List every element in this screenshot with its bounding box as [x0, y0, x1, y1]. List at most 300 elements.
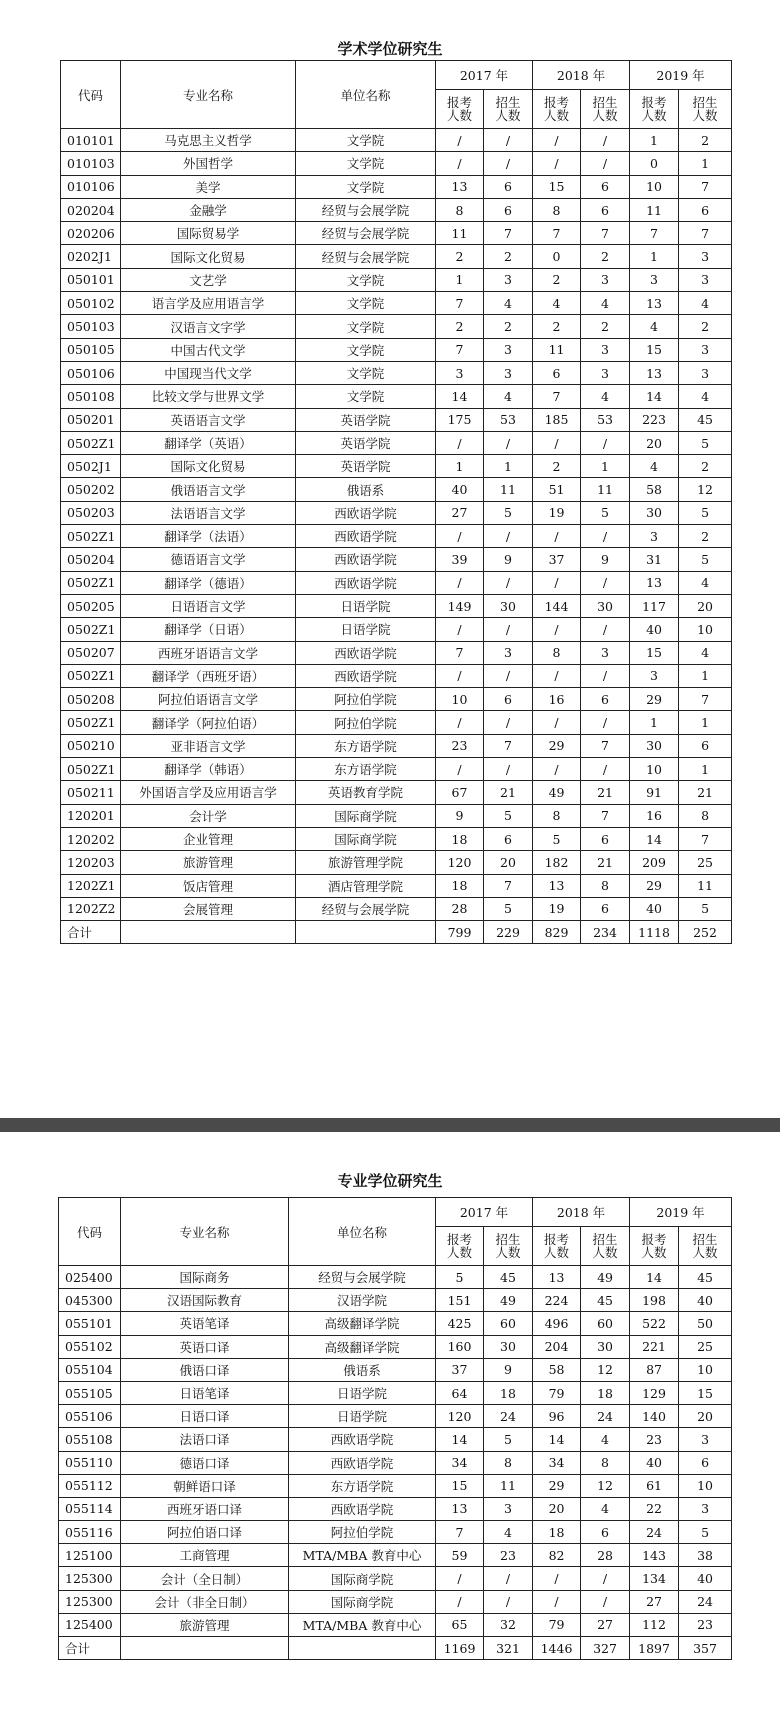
header-apply-text: 报考 人数	[544, 1232, 570, 1260]
cell-2018-admit: /	[581, 1590, 630, 1613]
table-row	[61, 175, 732, 198]
cell-unit: 文学院	[296, 292, 436, 315]
cell-2019-apply: 15	[630, 641, 679, 664]
cell-2019-admit: 2	[679, 129, 732, 152]
cell-unit: 国际商学院	[296, 804, 436, 827]
cell-2017-apply: 64	[436, 1381, 484, 1404]
cell-2017-apply: /	[436, 758, 484, 781]
cell-code: 125100	[59, 1544, 121, 1567]
table-row	[59, 1312, 732, 1335]
cell-2019-admit: 7	[679, 827, 732, 850]
cell-2017-admit: /	[484, 664, 533, 687]
cell-2018-admit: /	[581, 758, 630, 781]
cell-major: 中国古代文学	[121, 338, 296, 361]
cell-2018-apply: 496	[533, 1312, 581, 1335]
table-row	[61, 292, 732, 315]
cell-code: 120202	[61, 827, 121, 850]
table-row	[61, 152, 732, 175]
cell-code: 055102	[59, 1335, 121, 1358]
cell-unit: 西欧语学院	[296, 501, 436, 524]
cell-code: 010103	[61, 152, 121, 175]
cell-2019-apply: 3	[630, 268, 679, 291]
cell-2017-apply: 18	[436, 827, 484, 850]
cell-2018-apply: 29	[533, 1474, 581, 1497]
cell-2017-admit: 1	[484, 455, 533, 478]
cell-2019-admit: 45	[679, 408, 732, 431]
cell-2018-admit: 7	[581, 222, 630, 245]
cell-2018-apply: 6	[533, 361, 581, 384]
cell-major: 翻译学（阿拉伯语）	[121, 711, 296, 734]
cell-major: 外国语言学及应用语言学	[121, 781, 296, 804]
table-row	[61, 361, 732, 384]
academic-title: 学术学位研究生	[337, 40, 443, 58]
cell-2017-apply: /	[436, 618, 484, 641]
cell-unit: 西欧语学院	[296, 571, 436, 594]
cell-2018-apply: /	[533, 571, 581, 594]
header-admit-2019	[679, 1227, 732, 1266]
cell-2017-apply: 3	[436, 361, 484, 384]
header-major: 专业名称	[121, 61, 296, 129]
cell-unit: 旅游管理学院	[296, 851, 436, 874]
cell-2017-admit: /	[484, 1590, 533, 1613]
cell-2018-admit: /	[581, 431, 630, 454]
cell-2019-admit: 8	[679, 804, 732, 827]
cell-2018-apply: 11	[533, 338, 581, 361]
cell-unit: 日语学院	[289, 1405, 436, 1428]
cell-major: 俄语口译	[121, 1358, 289, 1381]
table-row	[59, 1266, 732, 1289]
cell-2019-apply: 3	[630, 525, 679, 548]
table-row	[59, 1474, 732, 1497]
cell-2019-admit: 20	[679, 1405, 732, 1428]
cell-2018-apply: 37	[533, 548, 581, 571]
cell-2018-apply: 19	[533, 897, 581, 920]
cell-unit: 东方语学院	[289, 1474, 436, 1497]
cell-2017-admit: /	[484, 758, 533, 781]
cell-unit: 俄语系	[289, 1358, 436, 1381]
table-row	[59, 1497, 732, 1520]
cell-2019-apply: 87	[630, 1358, 679, 1381]
cell-major: 比较文学与世界文学	[121, 385, 296, 408]
cell-unit: 文学院	[296, 315, 436, 338]
cell-2017-admit: 45	[484, 1266, 533, 1289]
cell-code: 0502J1	[61, 455, 121, 478]
header-2018: 2018 年	[533, 61, 630, 90]
header-apply-text: 报考 人数	[446, 1232, 472, 1260]
academic-table	[60, 60, 732, 944]
cell-2017-apply: 799	[436, 921, 484, 944]
cell-major: 汉语言文字学	[121, 315, 296, 338]
cell-2017-apply: 8	[436, 198, 484, 221]
cell-major: 俄语语言文学	[121, 478, 296, 501]
cell-2019-admit: 7	[679, 222, 732, 245]
cell-2018-admit: /	[581, 525, 630, 548]
cell-2018-apply: /	[533, 1590, 581, 1613]
cell-2018-admit: /	[581, 664, 630, 687]
cell-2018-admit: 3	[581, 338, 630, 361]
cell-2018-apply: /	[533, 152, 581, 175]
cell-2017-admit: 4	[484, 385, 533, 408]
cell-2019-apply: 3	[630, 664, 679, 687]
cell-2017-admit: 4	[484, 1521, 533, 1544]
cell-2017-admit: 5	[484, 1428, 533, 1451]
cell-major: 国际文化贸易	[121, 245, 296, 268]
cell-2019-admit: 3	[679, 361, 732, 384]
cell-2018-admit: 30	[581, 1335, 630, 1358]
cell-code: 055108	[59, 1428, 121, 1451]
cell-2019-admit: 25	[679, 851, 732, 874]
cell-2017-admit: 53	[484, 408, 533, 431]
cell-2017-apply: 67	[436, 781, 484, 804]
cell-code: 055105	[59, 1381, 121, 1404]
header-apply-2018	[533, 1227, 581, 1266]
cell-2017-apply: 7	[436, 641, 484, 664]
cell-2019-admit: 3	[679, 245, 732, 268]
cell-2017-admit: 11	[484, 1474, 533, 1497]
cell-2019-admit: 4	[679, 641, 732, 664]
cell-2018-admit: 11	[581, 478, 630, 501]
cell-2017-apply: 27	[436, 501, 484, 524]
cell-2017-admit: 9	[484, 1358, 533, 1381]
cell-2017-admit: 49	[484, 1289, 533, 1312]
cell-code: 055112	[59, 1474, 121, 1497]
cell-2018-apply: 8	[533, 198, 581, 221]
cell-2019-apply: 31	[630, 548, 679, 571]
cell-2017-apply: /	[436, 571, 484, 594]
cell-2019-apply: 40	[630, 618, 679, 641]
table-row	[61, 711, 732, 734]
cell-code: 055101	[59, 1312, 121, 1335]
table-row	[61, 548, 732, 571]
cell-2019-apply: 1	[630, 245, 679, 268]
header-apply-2019	[630, 1227, 679, 1266]
cell-code: 055104	[59, 1358, 121, 1381]
cell-2017-apply: /	[436, 664, 484, 687]
cell-unit: 西欧语学院	[289, 1428, 436, 1451]
cell-2018-apply: /	[533, 431, 581, 454]
cell-2019-admit: 23	[679, 1613, 732, 1636]
cell-2018-apply: 204	[533, 1335, 581, 1358]
table-row	[61, 641, 732, 664]
cell-major: 英语口译	[121, 1335, 289, 1358]
cell-2017-apply: 2	[436, 315, 484, 338]
cell-2018-admit: 6	[581, 198, 630, 221]
cell-major: 朝鲜语口译	[121, 1474, 289, 1497]
cell-code: 050204	[61, 548, 121, 571]
table-row	[61, 827, 732, 850]
cell-2019-admit: 21	[679, 781, 732, 804]
cell-code: 020204	[61, 198, 121, 221]
cell-code: 055110	[59, 1451, 121, 1474]
cell-2018-apply: /	[533, 758, 581, 781]
table-row	[59, 1405, 732, 1428]
cell-2017-admit: 21	[484, 781, 533, 804]
cell-2018-apply: 58	[533, 1358, 581, 1381]
cell-2019-apply: 91	[630, 781, 679, 804]
cell-code: 050101	[61, 268, 121, 291]
cell-unit: 汉语学院	[289, 1289, 436, 1312]
cell-2017-admit: /	[484, 1567, 533, 1590]
cell-2019-admit: 12	[679, 478, 732, 501]
cell-2018-apply: 224	[533, 1289, 581, 1312]
total-row	[59, 1637, 732, 1660]
cell-2019-admit: 3	[679, 1497, 732, 1520]
cell-2019-admit: 11	[679, 874, 732, 897]
cell-2019-apply: 27	[630, 1590, 679, 1613]
cell-2019-admit: 5	[679, 431, 732, 454]
cell-code: 1202Z2	[61, 897, 121, 920]
total-row	[61, 921, 732, 944]
table-row	[59, 1335, 732, 1358]
cell-2017-apply: 39	[436, 548, 484, 571]
cell-2019-apply: 14	[630, 1266, 679, 1289]
cell-2018-admit: /	[581, 152, 630, 175]
cell-code: 1202Z1	[61, 874, 121, 897]
table-row	[61, 315, 732, 338]
cell-2017-admit: 3	[484, 1497, 533, 1520]
cell-major: 旅游管理	[121, 851, 296, 874]
cell-2019-admit: 20	[679, 594, 732, 617]
cell-2018-apply: 20	[533, 1497, 581, 1520]
header-admit-2019	[679, 90, 732, 129]
cell-2018-admit: 45	[581, 1289, 630, 1312]
cell-2019-admit: 2	[679, 525, 732, 548]
cell-unit: 高级翻译学院	[289, 1312, 436, 1335]
cell-2019-admit: 5	[679, 1521, 732, 1544]
cell-2019-apply: 24	[630, 1521, 679, 1544]
cell-2018-admit: 6	[581, 827, 630, 850]
cell-code: 合计	[59, 1637, 121, 1660]
cell-2018-admit: /	[581, 1567, 630, 1590]
cell-2018-admit: /	[581, 571, 630, 594]
cell-2019-apply: 58	[630, 478, 679, 501]
cell-2018-admit: 3	[581, 268, 630, 291]
cell-2019-admit: 2	[679, 455, 732, 478]
cell-code: 050210	[61, 734, 121, 757]
cell-major: 阿拉伯语口译	[121, 1521, 289, 1544]
cell-2019-apply: 1118	[630, 921, 679, 944]
header-admit-2017	[484, 90, 533, 129]
cell-major: 会计学	[121, 804, 296, 827]
cell-2018-admit: 60	[581, 1312, 630, 1335]
cell-unit: 西欧语学院	[289, 1497, 436, 1520]
professional-title: 专业学位研究生	[337, 1172, 443, 1190]
cell-unit: 东方语学院	[296, 734, 436, 757]
table-row	[61, 129, 732, 152]
cell-2018-apply: 7	[533, 222, 581, 245]
table-row	[61, 781, 732, 804]
cell-major: 国际贸易学	[121, 222, 296, 245]
cell-2019-admit: 4	[679, 571, 732, 594]
table-row	[61, 408, 732, 431]
cell-2017-apply: 1	[436, 455, 484, 478]
cell-code: 050207	[61, 641, 121, 664]
cell-2019-admit: 45	[679, 1266, 732, 1289]
cell-unit: 文学院	[296, 338, 436, 361]
cell-2017-admit: 23	[484, 1544, 533, 1567]
cell-2018-admit: 3	[581, 641, 630, 664]
cell-code: 010106	[61, 175, 121, 198]
cell-major: 中国现当代文学	[121, 361, 296, 384]
cell-2017-admit: /	[484, 711, 533, 734]
table-row	[61, 525, 732, 548]
cell-2017-admit: 18	[484, 1381, 533, 1404]
cell-2019-apply: 223	[630, 408, 679, 431]
cell-2018-apply: 13	[533, 1266, 581, 1289]
cell-2017-admit: /	[484, 618, 533, 641]
cell-2018-admit: 9	[581, 548, 630, 571]
cell-2019-admit: 357	[679, 1637, 732, 1660]
cell-unit: 英语学院	[296, 431, 436, 454]
cell-unit: 经贸与会展学院	[296, 222, 436, 245]
cell-2019-apply: 10	[630, 758, 679, 781]
table-row	[61, 664, 732, 687]
header-apply-text: 报考 人数	[641, 95, 667, 123]
cell-2019-apply: 61	[630, 1474, 679, 1497]
header-admit-text: 招生 人数	[592, 95, 618, 123]
cell-2017-admit: /	[484, 129, 533, 152]
cell-2019-apply: 15	[630, 338, 679, 361]
cell-unit: 高级翻译学院	[289, 1335, 436, 1358]
cell-unit: 经贸与会展学院	[289, 1266, 436, 1289]
cell-2019-admit: 3	[679, 338, 732, 361]
cell-2018-apply: 96	[533, 1405, 581, 1428]
cell-2019-apply: 29	[630, 874, 679, 897]
header-admit-2018	[581, 90, 630, 129]
cell-code: 050208	[61, 688, 121, 711]
cell-2019-admit: 3	[679, 1428, 732, 1451]
cell-2019-admit: 1	[679, 711, 732, 734]
cell-unit: 英语学院	[296, 455, 436, 478]
table-row	[61, 245, 732, 268]
cell-2019-apply: 10	[630, 175, 679, 198]
cell-unit: 文学院	[296, 385, 436, 408]
cell-2018-apply: 5	[533, 827, 581, 850]
cell-unit: 阿拉伯学院	[289, 1521, 436, 1544]
cell-code: 045300	[59, 1289, 121, 1312]
cell-2019-apply: 1	[630, 711, 679, 734]
cell-2019-apply: 1897	[630, 1637, 679, 1660]
table-row	[61, 222, 732, 245]
cell-major: 翻译学（韩语）	[121, 758, 296, 781]
cell-2018-admit: 21	[581, 781, 630, 804]
cell-2018-admit: 2	[581, 315, 630, 338]
cell-major: 文艺学	[121, 268, 296, 291]
cell-code: 125300	[59, 1590, 121, 1613]
cell-unit: 日语学院	[296, 618, 436, 641]
cell-2019-admit: 25	[679, 1335, 732, 1358]
cell-2017-admit: 3	[484, 338, 533, 361]
cell-2018-apply: 2	[533, 455, 581, 478]
cell-2019-admit: 6	[679, 1451, 732, 1474]
cell-2018-apply: /	[533, 711, 581, 734]
cell-unit: 经贸与会展学院	[296, 198, 436, 221]
header-major: 专业名称	[121, 1198, 289, 1266]
cell-2017-apply: 18	[436, 874, 484, 897]
cell-unit: 日语学院	[296, 594, 436, 617]
cell-2019-apply: 14	[630, 385, 679, 408]
cell-2019-apply: 13	[630, 292, 679, 315]
header-apply-text: 报考 人数	[446, 95, 472, 123]
cell-unit: 国际商学院	[289, 1567, 436, 1590]
table-row	[61, 594, 732, 617]
cell-unit: 西欧语学院	[296, 548, 436, 571]
cell-code: 025400	[59, 1266, 121, 1289]
table-row	[59, 1289, 732, 1312]
cell-2018-apply: 82	[533, 1544, 581, 1567]
cell-2017-apply: 59	[436, 1544, 484, 1567]
cell-unit: 文学院	[296, 361, 436, 384]
cell-2018-apply: 182	[533, 851, 581, 874]
cell-2019-admit: 4	[679, 292, 732, 315]
cell-2017-admit: /	[484, 525, 533, 548]
cell-code: 050211	[61, 781, 121, 804]
cell-2018-admit: 4	[581, 292, 630, 315]
table-row	[61, 851, 732, 874]
cell-2017-apply: 1	[436, 268, 484, 291]
cell-2018-admit: 5	[581, 501, 630, 524]
cell-code: 125400	[59, 1613, 121, 1636]
header-code: 代码	[59, 1198, 121, 1266]
header-2018: 2018 年	[533, 1198, 630, 1227]
cell-major: 西班牙语口译	[121, 1497, 289, 1520]
cell-2019-apply: 14	[630, 827, 679, 850]
cell-2018-apply: 29	[533, 734, 581, 757]
cell-major: 语言学及应用语言学	[121, 292, 296, 315]
cell-2018-admit: 24	[581, 1405, 630, 1428]
table-row	[59, 1544, 732, 1567]
cell-2019-admit: 15	[679, 1381, 732, 1404]
cell-code: 050103	[61, 315, 121, 338]
cell-unit: 英语学院	[296, 408, 436, 431]
table-row	[61, 478, 732, 501]
cell-2019-admit: 10	[679, 618, 732, 641]
cell-2018-admit: 327	[581, 1637, 630, 1660]
cell-major: 工商管理	[121, 1544, 289, 1567]
cell-2017-admit: 6	[484, 175, 533, 198]
cell-2018-apply: 0	[533, 245, 581, 268]
cell-2019-apply: 40	[630, 897, 679, 920]
cell-2018-apply: 19	[533, 501, 581, 524]
professional-page	[0, 1132, 780, 1722]
cell-2018-apply: 1446	[533, 1637, 581, 1660]
cell-2019-apply: 7	[630, 222, 679, 245]
cell-2018-apply: 2	[533, 268, 581, 291]
table-row	[61, 571, 732, 594]
cell-major: 翻译学（西班牙语）	[121, 664, 296, 687]
table-row	[59, 1428, 732, 1451]
cell-2018-admit: 27	[581, 1613, 630, 1636]
header-admit-text: 招生 人数	[592, 1232, 618, 1260]
cell-2017-admit: 5	[484, 804, 533, 827]
cell-2019-admit: 5	[679, 897, 732, 920]
cell-2018-admit: 28	[581, 1544, 630, 1567]
table-row	[61, 198, 732, 221]
header-apply-2017	[436, 1227, 484, 1266]
cell-2017-admit: 6	[484, 688, 533, 711]
cell-major: 汉语国际教育	[121, 1289, 289, 1312]
cell-2019-apply: 30	[630, 501, 679, 524]
cell-2017-admit: 8	[484, 1451, 533, 1474]
cell-2019-admit: 7	[679, 688, 732, 711]
cell-major: 会计（全日制）	[121, 1567, 289, 1590]
cell-2018-apply: 16	[533, 688, 581, 711]
cell-2019-admit: 6	[679, 198, 732, 221]
cell-2017-apply: 7	[436, 1521, 484, 1544]
cell-2019-apply: 4	[630, 315, 679, 338]
cell-2017-admit: /	[484, 431, 533, 454]
cell-2019-apply: 0	[630, 152, 679, 175]
